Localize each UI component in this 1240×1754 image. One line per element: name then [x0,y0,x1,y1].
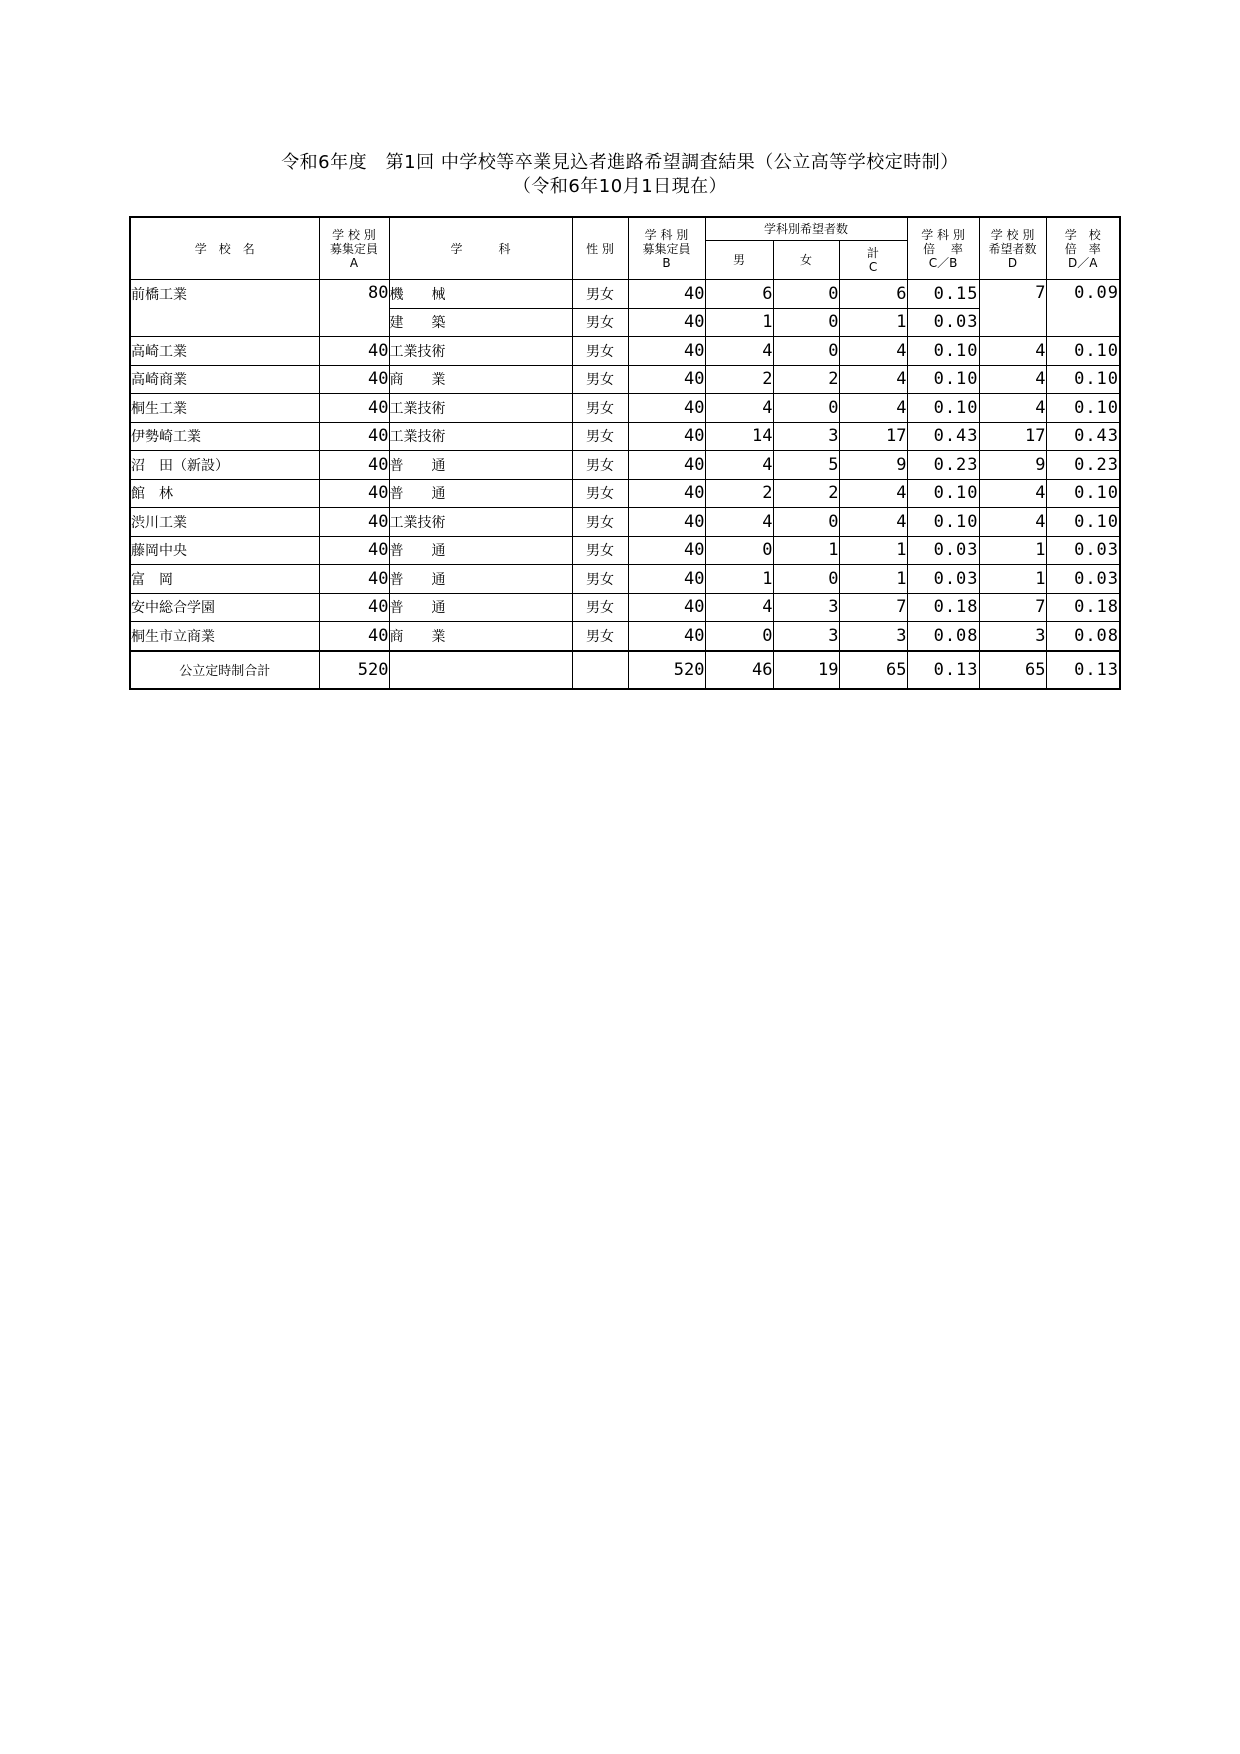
total-label: 公立定時制合計 [130,651,319,689]
school-name-cell: 安中総合学園 [130,593,319,622]
male-count-cell: 1 [705,308,773,337]
survey-results-table [129,216,1121,690]
table-row [130,365,1120,394]
dept-quota-cell: 40 [628,422,705,451]
school-name-cell: 館 林 [130,479,319,508]
female-count-cell: 0 [773,394,839,423]
school-ratio-cell: 0.43 [1046,422,1120,451]
dept-ratio-cell: 0.10 [907,508,979,537]
female-count-cell: 3 [773,593,839,622]
dept-ratio-cell: 0.03 [907,565,979,594]
total-count: 65 [839,651,907,689]
dept-quota-cell: 40 [628,622,705,651]
dept-quota-cell: 40 [628,337,705,366]
header-sex: 性 別 [572,217,628,280]
department-cell: 普 通 [389,451,572,480]
female-count-cell: 2 [773,479,839,508]
department-cell: 普 通 [389,479,572,508]
school-quota-cell: 40 [319,337,389,366]
sex-cell: 男女 [572,479,628,508]
total-count-cell: 17 [839,422,907,451]
header-school-quota: 学 校 別 募集定員 A [319,217,389,280]
department-cell: 商 業 [389,365,572,394]
school-name-cell: 伊勢崎工業 [130,422,319,451]
male-count-cell: 1 [705,565,773,594]
total-school-ratio: 0.13 [1046,651,1120,689]
header-school-name: 学 校 名 [130,217,319,280]
sex-cell: 男女 [572,451,628,480]
school-name-cell: 藤岡中央 [130,536,319,565]
school-applicants-cell: 17 [979,422,1046,451]
sex-cell: 男女 [572,280,628,309]
male-count-cell: 4 [705,451,773,480]
total-count-cell: 1 [839,308,907,337]
header-school-applicants: 学 校 別 希望者数 D [979,217,1046,280]
header-dept-applicants: 学科別希望者数 [705,217,907,241]
sex-cell: 男女 [572,337,628,366]
school-ratio-cell: 0.10 [1046,337,1120,366]
school-applicants-cell: 4 [979,508,1046,537]
school-quota-cell: 40 [319,593,389,622]
female-count-cell: 2 [773,365,839,394]
school-ratio-cell: 0.10 [1046,508,1120,537]
male-count-cell: 2 [705,479,773,508]
total-school-quota: 520 [319,651,389,689]
male-count-cell: 4 [705,394,773,423]
school-quota-cell: 40 [319,565,389,594]
dept-ratio-cell: 0.10 [907,337,979,366]
female-count-cell: 3 [773,622,839,651]
school-quota-cell: 40 [319,479,389,508]
dept-quota-cell: 40 [628,365,705,394]
school-quota-cell: 80 [319,280,389,337]
table-row [130,394,1120,423]
school-ratio-cell: 0.08 [1046,622,1120,651]
dept-ratio-cell: 0.03 [907,536,979,565]
table-row [130,337,1120,366]
male-count-cell: 2 [705,365,773,394]
department-cell: 工業技術 [389,394,572,423]
dept-ratio-cell: 0.43 [907,422,979,451]
school-quota-cell: 40 [319,536,389,565]
header-dept-quota: 学 科 別 募集定員 B [628,217,705,280]
department-cell: 商 業 [389,622,572,651]
school-name-cell: 桐生市立商業 [130,622,319,651]
female-count-cell: 0 [773,280,839,309]
school-quota-cell: 40 [319,394,389,423]
header-male: 男 [705,241,773,280]
school-applicants-cell: 1 [979,565,1046,594]
school-name-cell: 沼 田（新設） [130,451,319,480]
school-ratio-cell: 0.18 [1046,593,1120,622]
dept-quota-cell: 40 [628,479,705,508]
total-dept-quota: 520 [628,651,705,689]
total-male: 46 [705,651,773,689]
school-quota-cell: 40 [319,365,389,394]
sex-cell: 男女 [572,536,628,565]
school-ratio-cell: 0.09 [1046,280,1120,337]
school-applicants-cell: 4 [979,337,1046,366]
sex-cell: 男女 [572,593,628,622]
school-ratio-cell: 0.10 [1046,365,1120,394]
school-applicants-cell: 4 [979,394,1046,423]
department-cell: 工業技術 [389,337,572,366]
school-ratio-cell: 0.03 [1046,565,1120,594]
school-name-cell: 高崎商業 [130,365,319,394]
table-row [130,622,1120,651]
school-name-cell: 高崎工業 [130,337,319,366]
school-quota-cell: 40 [319,622,389,651]
dept-quota-cell: 40 [628,593,705,622]
page-title: 令和6年度 第1回 中学校等卒業見込者進路希望調査結果（公立高等学校定時制） [281,152,959,173]
department-cell: 普 通 [389,565,572,594]
total-female: 19 [773,651,839,689]
male-count-cell: 0 [705,536,773,565]
department-cell: 普 通 [389,536,572,565]
dept-ratio-cell: 0.18 [907,593,979,622]
school-quota-cell: 40 [319,508,389,537]
total-sex-empty [572,651,628,689]
sex-cell: 男女 [572,622,628,651]
total-count-cell: 4 [839,479,907,508]
school-ratio-cell: 0.10 [1046,479,1120,508]
header-row-1 [130,217,1120,241]
dept-quota-cell: 40 [628,536,705,565]
school-applicants-cell: 7 [979,280,1046,337]
header-school-ratio: 学 校 倍 率 D／A [1046,217,1120,280]
department-cell: 普 通 [389,593,572,622]
dept-quota-cell: 40 [628,394,705,423]
school-quota-cell: 40 [319,422,389,451]
total-row [130,651,1120,689]
school-quota-cell: 40 [319,451,389,480]
school-applicants-cell: 4 [979,365,1046,394]
sex-cell: 男女 [572,365,628,394]
dept-ratio-cell: 0.10 [907,365,979,394]
total-count-cell: 4 [839,394,907,423]
male-count-cell: 4 [705,593,773,622]
male-count-cell: 6 [705,280,773,309]
total-count-cell: 7 [839,593,907,622]
header-dept-ratio: 学 科 別 倍 率 C／B [907,217,979,280]
sex-cell: 男女 [572,394,628,423]
department-cell: 工業技術 [389,508,572,537]
header-department: 学 科 [389,217,572,280]
school-applicants-cell: 9 [979,451,1046,480]
dept-ratio-cell: 0.03 [907,308,979,337]
school-name-cell: 桐生工業 [130,394,319,423]
department-cell: 機 械 [389,280,572,309]
male-count-cell: 4 [705,337,773,366]
total-count-cell: 4 [839,337,907,366]
dept-ratio-cell: 0.10 [907,394,979,423]
table-row [130,508,1120,537]
table-row [130,593,1120,622]
total-count-cell: 1 [839,565,907,594]
table-row [130,565,1120,594]
page-subtitle-date: （令和6年10月1日現在） [512,176,728,197]
female-count-cell: 0 [773,337,839,366]
school-ratio-cell: 0.03 [1046,536,1120,565]
header-female: 女 [773,241,839,280]
school-applicants-cell: 1 [979,536,1046,565]
total-count-cell: 3 [839,622,907,651]
female-count-cell: 0 [773,308,839,337]
dept-ratio-cell: 0.15 [907,280,979,309]
table-row [130,451,1120,480]
header-total-c: 計 C [839,241,907,280]
dept-ratio-cell: 0.23 [907,451,979,480]
dept-quota-cell: 40 [628,308,705,337]
total-dept-empty [389,651,572,689]
dept-quota-cell: 40 [628,508,705,537]
table-row [130,536,1120,565]
school-applicants-cell: 3 [979,622,1046,651]
school-name-cell: 前橋工業 [130,280,319,337]
male-count-cell: 4 [705,508,773,537]
sex-cell: 男女 [572,422,628,451]
school-ratio-cell: 0.23 [1046,451,1120,480]
total-dept-ratio: 0.13 [907,651,979,689]
total-count-cell: 6 [839,280,907,309]
dept-quota-cell: 40 [628,565,705,594]
department-cell: 建 築 [389,308,572,337]
dept-ratio-cell: 0.10 [907,479,979,508]
school-ratio-cell: 0.10 [1046,394,1120,423]
total-count-cell: 9 [839,451,907,480]
dept-ratio-cell: 0.08 [907,622,979,651]
dept-quota-cell: 40 [628,451,705,480]
sex-cell: 男女 [572,308,628,337]
school-applicants-cell: 4 [979,479,1046,508]
female-count-cell: 1 [773,536,839,565]
school-applicants-cell: 7 [979,593,1046,622]
sex-cell: 男女 [572,508,628,537]
female-count-cell: 0 [773,565,839,594]
total-count-cell: 4 [839,508,907,537]
department-cell: 工業技術 [389,422,572,451]
male-count-cell: 0 [705,622,773,651]
table-row [130,280,1120,309]
table-row [130,479,1120,508]
sex-cell: 男女 [572,565,628,594]
table-row [130,422,1120,451]
total-count-cell: 4 [839,365,907,394]
male-count-cell: 14 [705,422,773,451]
dept-quota-cell: 40 [628,280,705,309]
female-count-cell: 5 [773,451,839,480]
school-name-cell: 富 岡 [130,565,319,594]
school-name-cell: 渋川工業 [130,508,319,537]
total-school-applicants: 65 [979,651,1046,689]
female-count-cell: 3 [773,422,839,451]
female-count-cell: 0 [773,508,839,537]
total-count-cell: 1 [839,536,907,565]
